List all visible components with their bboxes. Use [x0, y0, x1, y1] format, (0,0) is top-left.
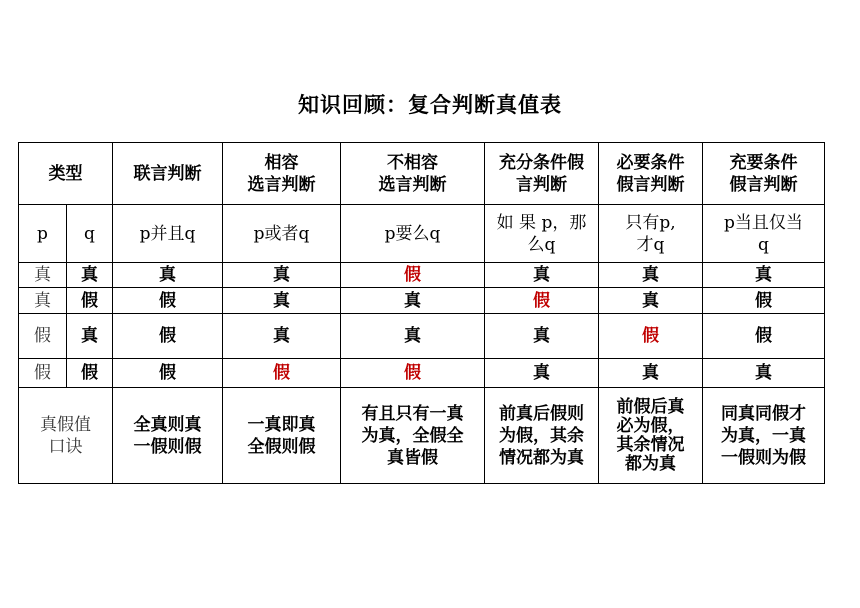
value-cell: 真: [223, 314, 341, 359]
mnemonic-label: 真假值 口诀: [19, 388, 113, 484]
value-cell: 假: [703, 314, 825, 359]
value-cell: 真: [341, 314, 485, 359]
form-row: [19, 205, 825, 263]
value-cell: 真: [485, 359, 599, 388]
value-cell: 真: [113, 263, 223, 288]
table-row: [19, 288, 825, 314]
row-q: 真: [67, 263, 113, 288]
col-header-biconditional: 充要条件 假言判断: [703, 143, 825, 205]
value-cell: 真: [599, 359, 703, 388]
row-q: 假: [67, 359, 113, 388]
value-cell: 真: [703, 359, 825, 388]
row-p: 假: [19, 359, 67, 388]
value-cell-highlight: 假: [341, 263, 485, 288]
row-q: 假: [67, 288, 113, 314]
form-necessary-conditional: 只有p, 才q: [599, 205, 703, 263]
mnemonic-conjunctive: 全真则真 一假则假: [113, 388, 223, 484]
p-label: p: [19, 205, 67, 263]
mnemonic-sufficient-conditional: 前真后假则 为假，其余 情况都为真: [485, 388, 599, 484]
header-row: [19, 143, 825, 205]
value-cell: 真: [485, 314, 599, 359]
table-row: [19, 314, 825, 359]
mnemonic-inclusive-disjunctive: 一真即真 全假则假: [223, 388, 341, 484]
value-cell-highlight: 假: [485, 288, 599, 314]
value-cell: 假: [113, 359, 223, 388]
row-q: 真: [67, 314, 113, 359]
mnemonic-biconditional: 同真同假才 为真，一真 一假则为假: [703, 388, 825, 484]
value-cell: 真: [599, 288, 703, 314]
row-p: 真: [19, 263, 67, 288]
value-cell: 真: [703, 263, 825, 288]
row-p: 真: [19, 288, 67, 314]
col-header-conjunctive: 联言判断: [113, 143, 223, 205]
col-header-sufficient-conditional: 充分条件假 言判断: [485, 143, 599, 205]
form-biconditional: p当且仅当 q: [703, 205, 825, 263]
value-cell-highlight: 假: [223, 359, 341, 388]
col-header-inclusive-disjunctive: 相容 选言判断: [223, 143, 341, 205]
value-cell: 假: [113, 314, 223, 359]
form-conjunctive: p并且q: [113, 205, 223, 263]
form-exclusive-disjunctive: p要么q: [341, 205, 485, 263]
value-cell-highlight: 假: [341, 359, 485, 388]
q-label: q: [67, 205, 113, 263]
value-cell: 真: [223, 263, 341, 288]
value-cell: 真: [223, 288, 341, 314]
truth-table: [18, 142, 825, 484]
value-cell-highlight: 假: [599, 314, 703, 359]
mnemonic-exclusive-disjunctive: 有且只有一真 为真，全假全 真皆假: [341, 388, 485, 484]
mnemonic-row: [19, 388, 825, 484]
type-header: 类型: [19, 143, 113, 205]
table-row: [19, 263, 825, 288]
mnemonic-necessary-conditional: 前假后真 必为假， 其余情况 都为真: [599, 388, 703, 484]
form-sufficient-conditional: 如 果 p，那 么q: [485, 205, 599, 263]
row-p: 假: [19, 314, 67, 359]
value-cell: 假: [703, 288, 825, 314]
col-header-exclusive-disjunctive: 不相容 选言判断: [341, 143, 485, 205]
table-row: [19, 359, 825, 388]
value-cell: 真: [341, 288, 485, 314]
value-cell: 真: [485, 263, 599, 288]
form-inclusive-disjunctive: p或者q: [223, 205, 341, 263]
col-header-necessary-conditional: 必要条件 假言判断: [599, 143, 703, 205]
value-cell: 真: [599, 263, 703, 288]
value-cell: 假: [113, 288, 223, 314]
page-title: 知识回顾：复合判断真值表: [298, 93, 562, 117]
